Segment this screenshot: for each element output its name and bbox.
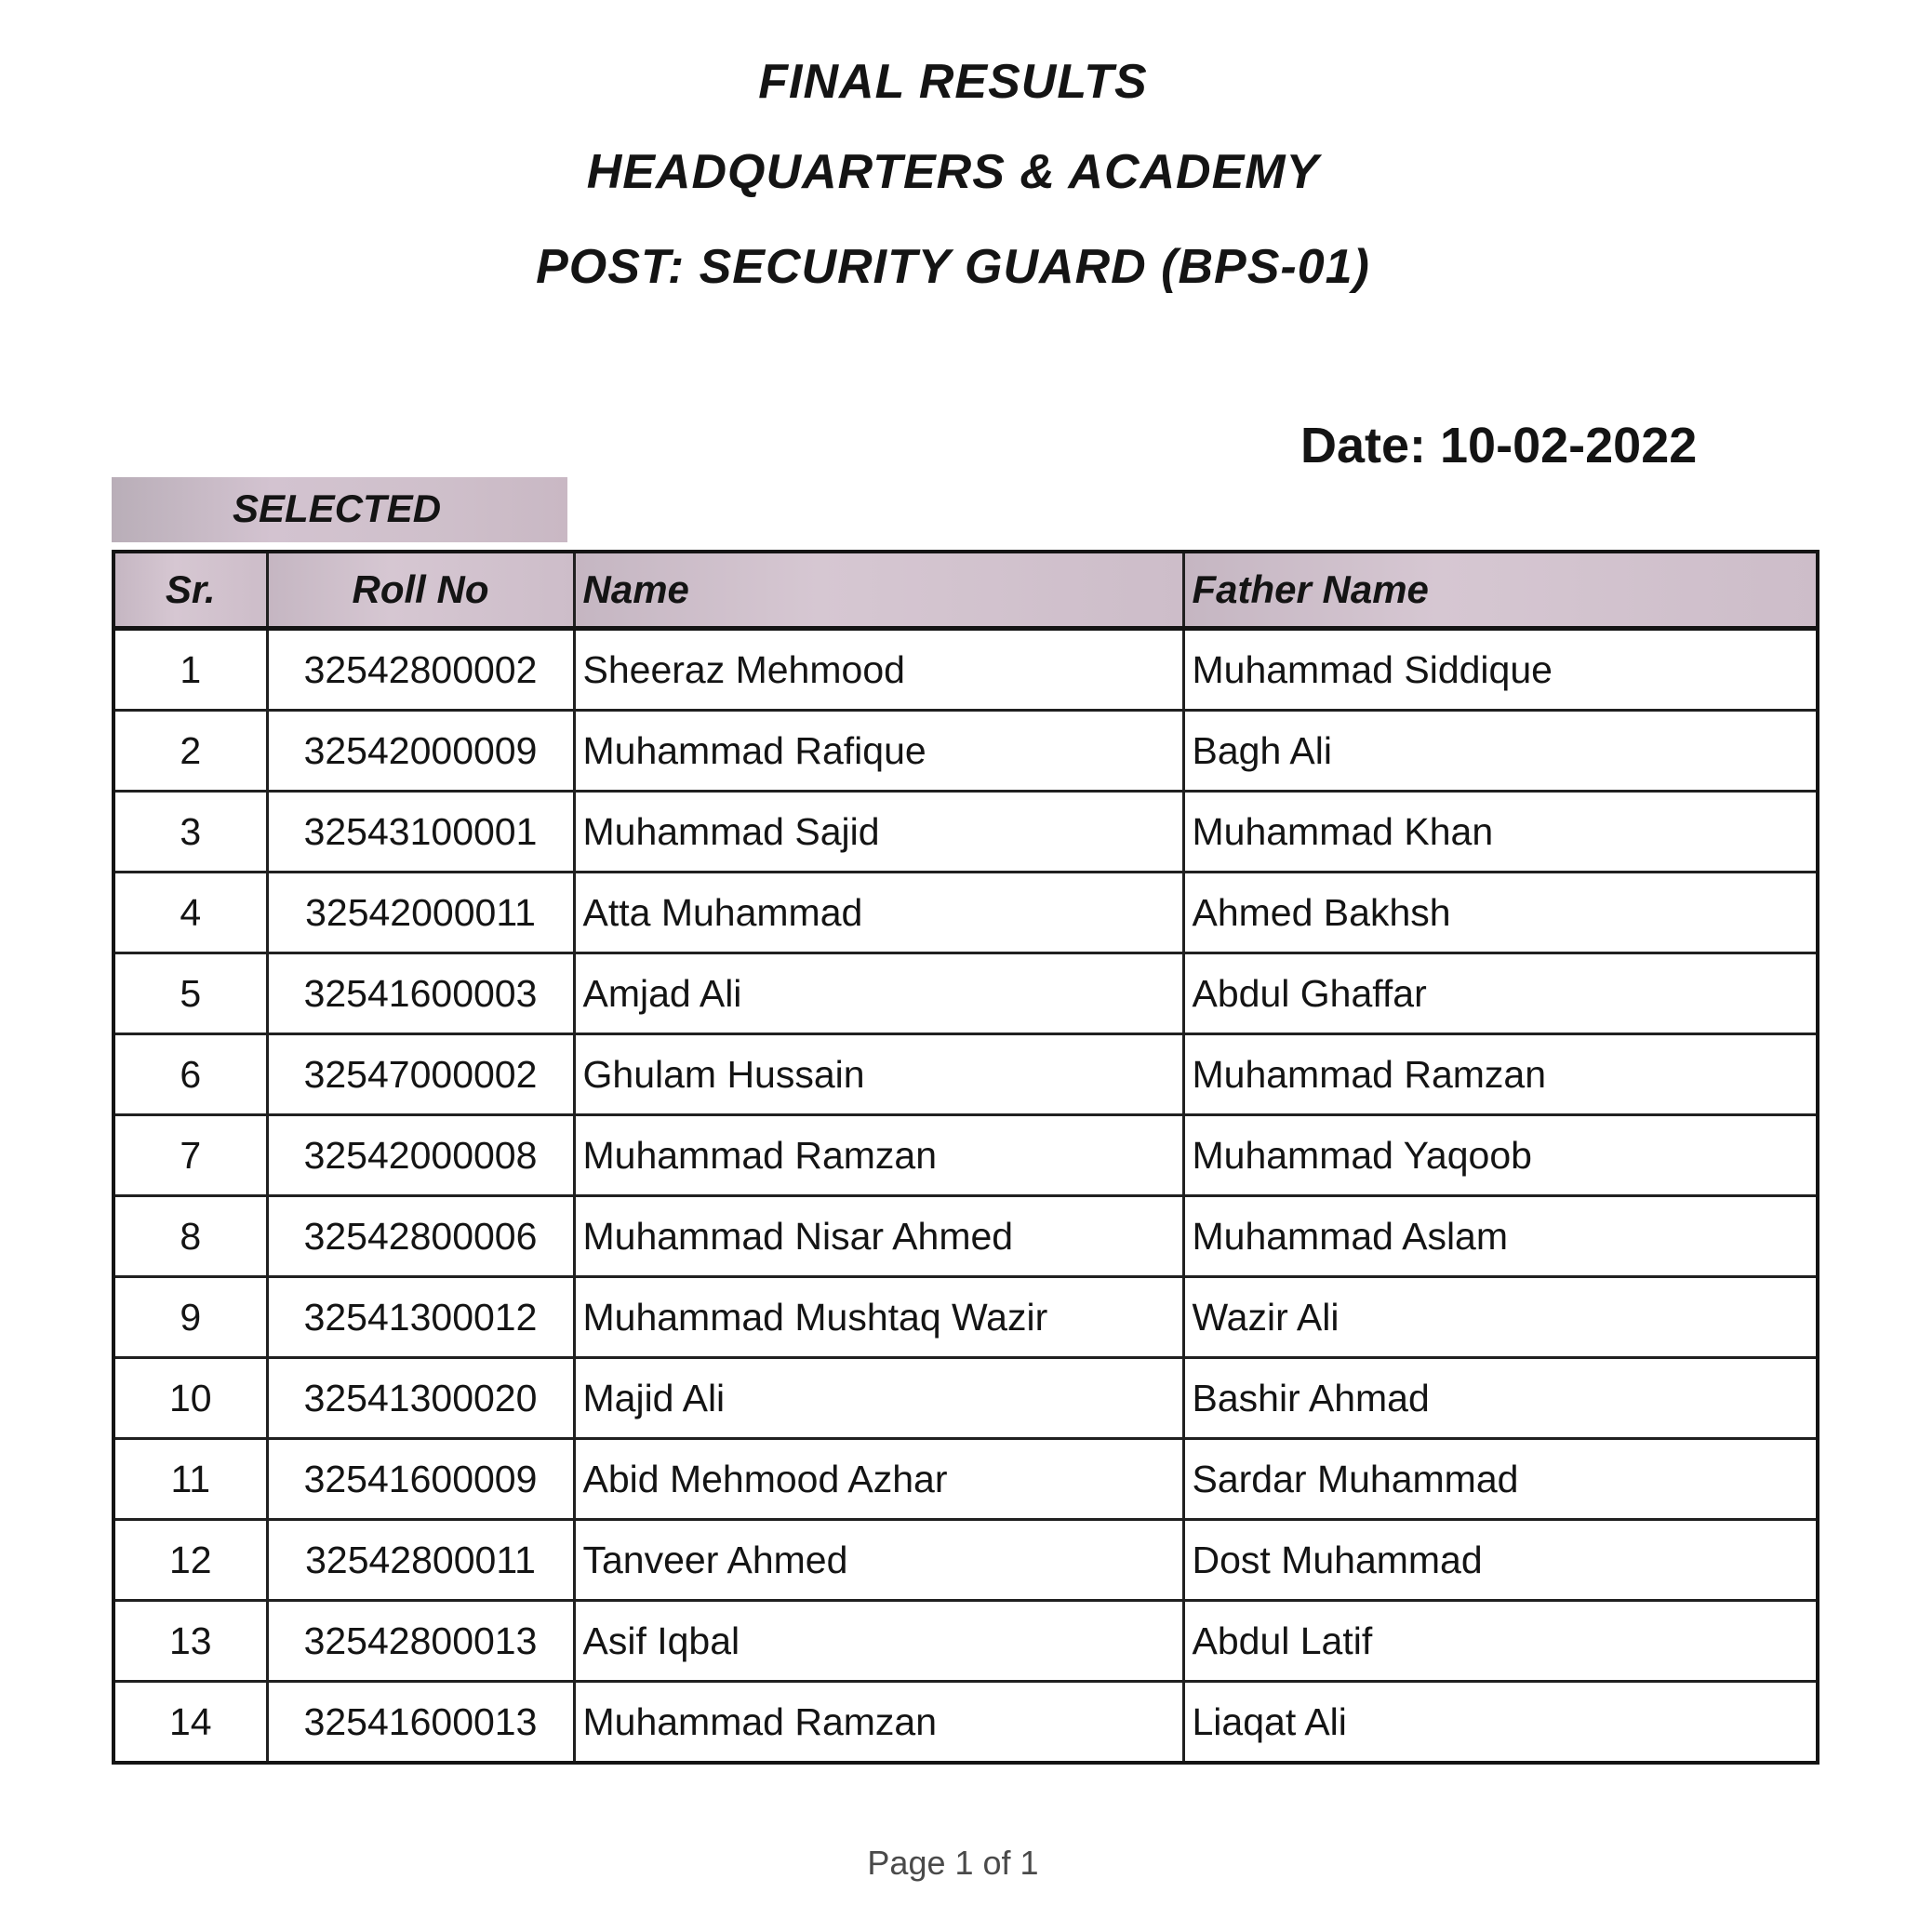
cell-father-name: Abdul Ghaffar xyxy=(1183,953,1818,1034)
cell-sr: 3 xyxy=(113,792,267,873)
cell-name: Ghulam Hussain xyxy=(574,1034,1183,1115)
cell-father-name: Dost Muhammad xyxy=(1183,1520,1818,1601)
cell-roll-no: 32542000009 xyxy=(267,711,574,792)
header-row xyxy=(113,552,1818,629)
cell-father-name: Abdul Latif xyxy=(1183,1601,1818,1682)
cell-roll-no: 32542800013 xyxy=(267,1601,574,1682)
cell-roll-no: 32547000002 xyxy=(267,1034,574,1115)
cell-name: Muhammad Mushtaq Wazir xyxy=(574,1277,1183,1358)
cell-father-name: Liaqat Ali xyxy=(1183,1682,1818,1764)
table-row xyxy=(113,1115,1818,1196)
cell-roll-no: 32541300020 xyxy=(267,1358,574,1439)
cell-roll-no: 32542000008 xyxy=(267,1115,574,1196)
cell-sr: 1 xyxy=(113,629,267,711)
cell-father-name: Muhammad Yaqoob xyxy=(1183,1115,1818,1196)
cell-name: Sheeraz Mehmood xyxy=(574,629,1183,711)
cell-sr: 11 xyxy=(113,1439,267,1520)
selected-label-text: SELECTED xyxy=(233,486,442,530)
cell-sr: 2 xyxy=(113,711,267,792)
table-row xyxy=(113,953,1818,1034)
page-number: Page 1 of 1 xyxy=(867,1844,1039,1882)
column-header-sr: Sr. xyxy=(113,552,267,629)
cell-father-name: Muhammad Khan xyxy=(1183,792,1818,873)
cell-roll-no: 32542800006 xyxy=(267,1196,574,1277)
selected-section-label xyxy=(112,477,567,542)
cell-roll-no: 32541600013 xyxy=(267,1682,574,1764)
table-row xyxy=(113,711,1818,792)
cell-name: Tanveer Ahmed xyxy=(574,1520,1183,1601)
cell-sr: 9 xyxy=(113,1277,267,1358)
table-row xyxy=(113,629,1818,711)
table-row xyxy=(113,1601,1818,1682)
cell-name: Majid Ali xyxy=(574,1358,1183,1439)
table-row xyxy=(113,873,1818,953)
table-row xyxy=(113,1196,1818,1277)
results-table-body xyxy=(113,629,1818,1764)
cell-roll-no: 32542000011 xyxy=(267,873,574,953)
cell-father-name: Sardar Muhammad xyxy=(1183,1439,1818,1520)
cell-father-name: Bagh Ali xyxy=(1183,711,1818,792)
cell-name: Atta Muhammad xyxy=(574,873,1183,953)
results-table-header xyxy=(113,552,1818,629)
document-title: FINAL RESULTS xyxy=(758,55,1148,109)
table-row xyxy=(113,792,1818,873)
cell-name: Abid Mehmood Azhar xyxy=(574,1439,1183,1520)
table-row xyxy=(113,1277,1818,1358)
cell-name: Muhammad Nisar Ahmed xyxy=(574,1196,1183,1277)
result-date: Date: 10-02-2022 xyxy=(1300,418,1698,473)
cell-roll-no: 32541600009 xyxy=(267,1439,574,1520)
cell-sr: 6 xyxy=(113,1034,267,1115)
cell-father-name: Bashir Ahmad xyxy=(1183,1358,1818,1439)
table-row xyxy=(113,1682,1818,1764)
cell-sr: 4 xyxy=(113,873,267,953)
cell-name: Muhammad Rafique xyxy=(574,711,1183,792)
cell-roll-no: 32542800002 xyxy=(267,629,574,711)
column-header-father-name: Father Name xyxy=(1183,552,1818,629)
cell-sr: 13 xyxy=(113,1601,267,1682)
cell-roll-no: 32541300012 xyxy=(267,1277,574,1358)
cell-roll-no: 32543100001 xyxy=(267,792,574,873)
table-row xyxy=(113,1520,1818,1601)
cell-father-name: Ahmed Bakhsh xyxy=(1183,873,1818,953)
column-header-name: Name xyxy=(574,552,1183,629)
cell-father-name: Muhammad Ramzan xyxy=(1183,1034,1818,1115)
cell-father-name: Muhammad Siddique xyxy=(1183,629,1818,711)
cell-sr: 10 xyxy=(113,1358,267,1439)
cell-father-name: Muhammad Aslam xyxy=(1183,1196,1818,1277)
cell-father-name: Wazir Ali xyxy=(1183,1277,1818,1358)
cell-sr: 12 xyxy=(113,1520,267,1601)
table-row xyxy=(113,1358,1818,1439)
cell-name: Asif Iqbal xyxy=(574,1601,1183,1682)
cell-name: Muhammad Sajid xyxy=(574,792,1183,873)
post-title: POST: SECURITY GUARD (BPS-01) xyxy=(536,240,1370,294)
table-row xyxy=(113,1034,1818,1115)
cell-roll-no: 32542800011 xyxy=(267,1520,574,1601)
cell-name: Amjad Ali xyxy=(574,953,1183,1034)
cell-roll-no: 32541600003 xyxy=(267,953,574,1034)
table-row xyxy=(113,1439,1818,1520)
document-subtitle: HEADQUARTERS & ACADEMY xyxy=(586,145,1320,199)
cell-name: Muhammad Ramzan xyxy=(574,1115,1183,1196)
results-table xyxy=(112,550,1819,1765)
cell-sr: 8 xyxy=(113,1196,267,1277)
column-header-roll-no: Roll No xyxy=(267,552,574,629)
cell-sr: 7 xyxy=(113,1115,267,1196)
cell-sr: 5 xyxy=(113,953,267,1034)
cell-sr: 14 xyxy=(113,1682,267,1764)
cell-name: Muhammad Ramzan xyxy=(574,1682,1183,1764)
